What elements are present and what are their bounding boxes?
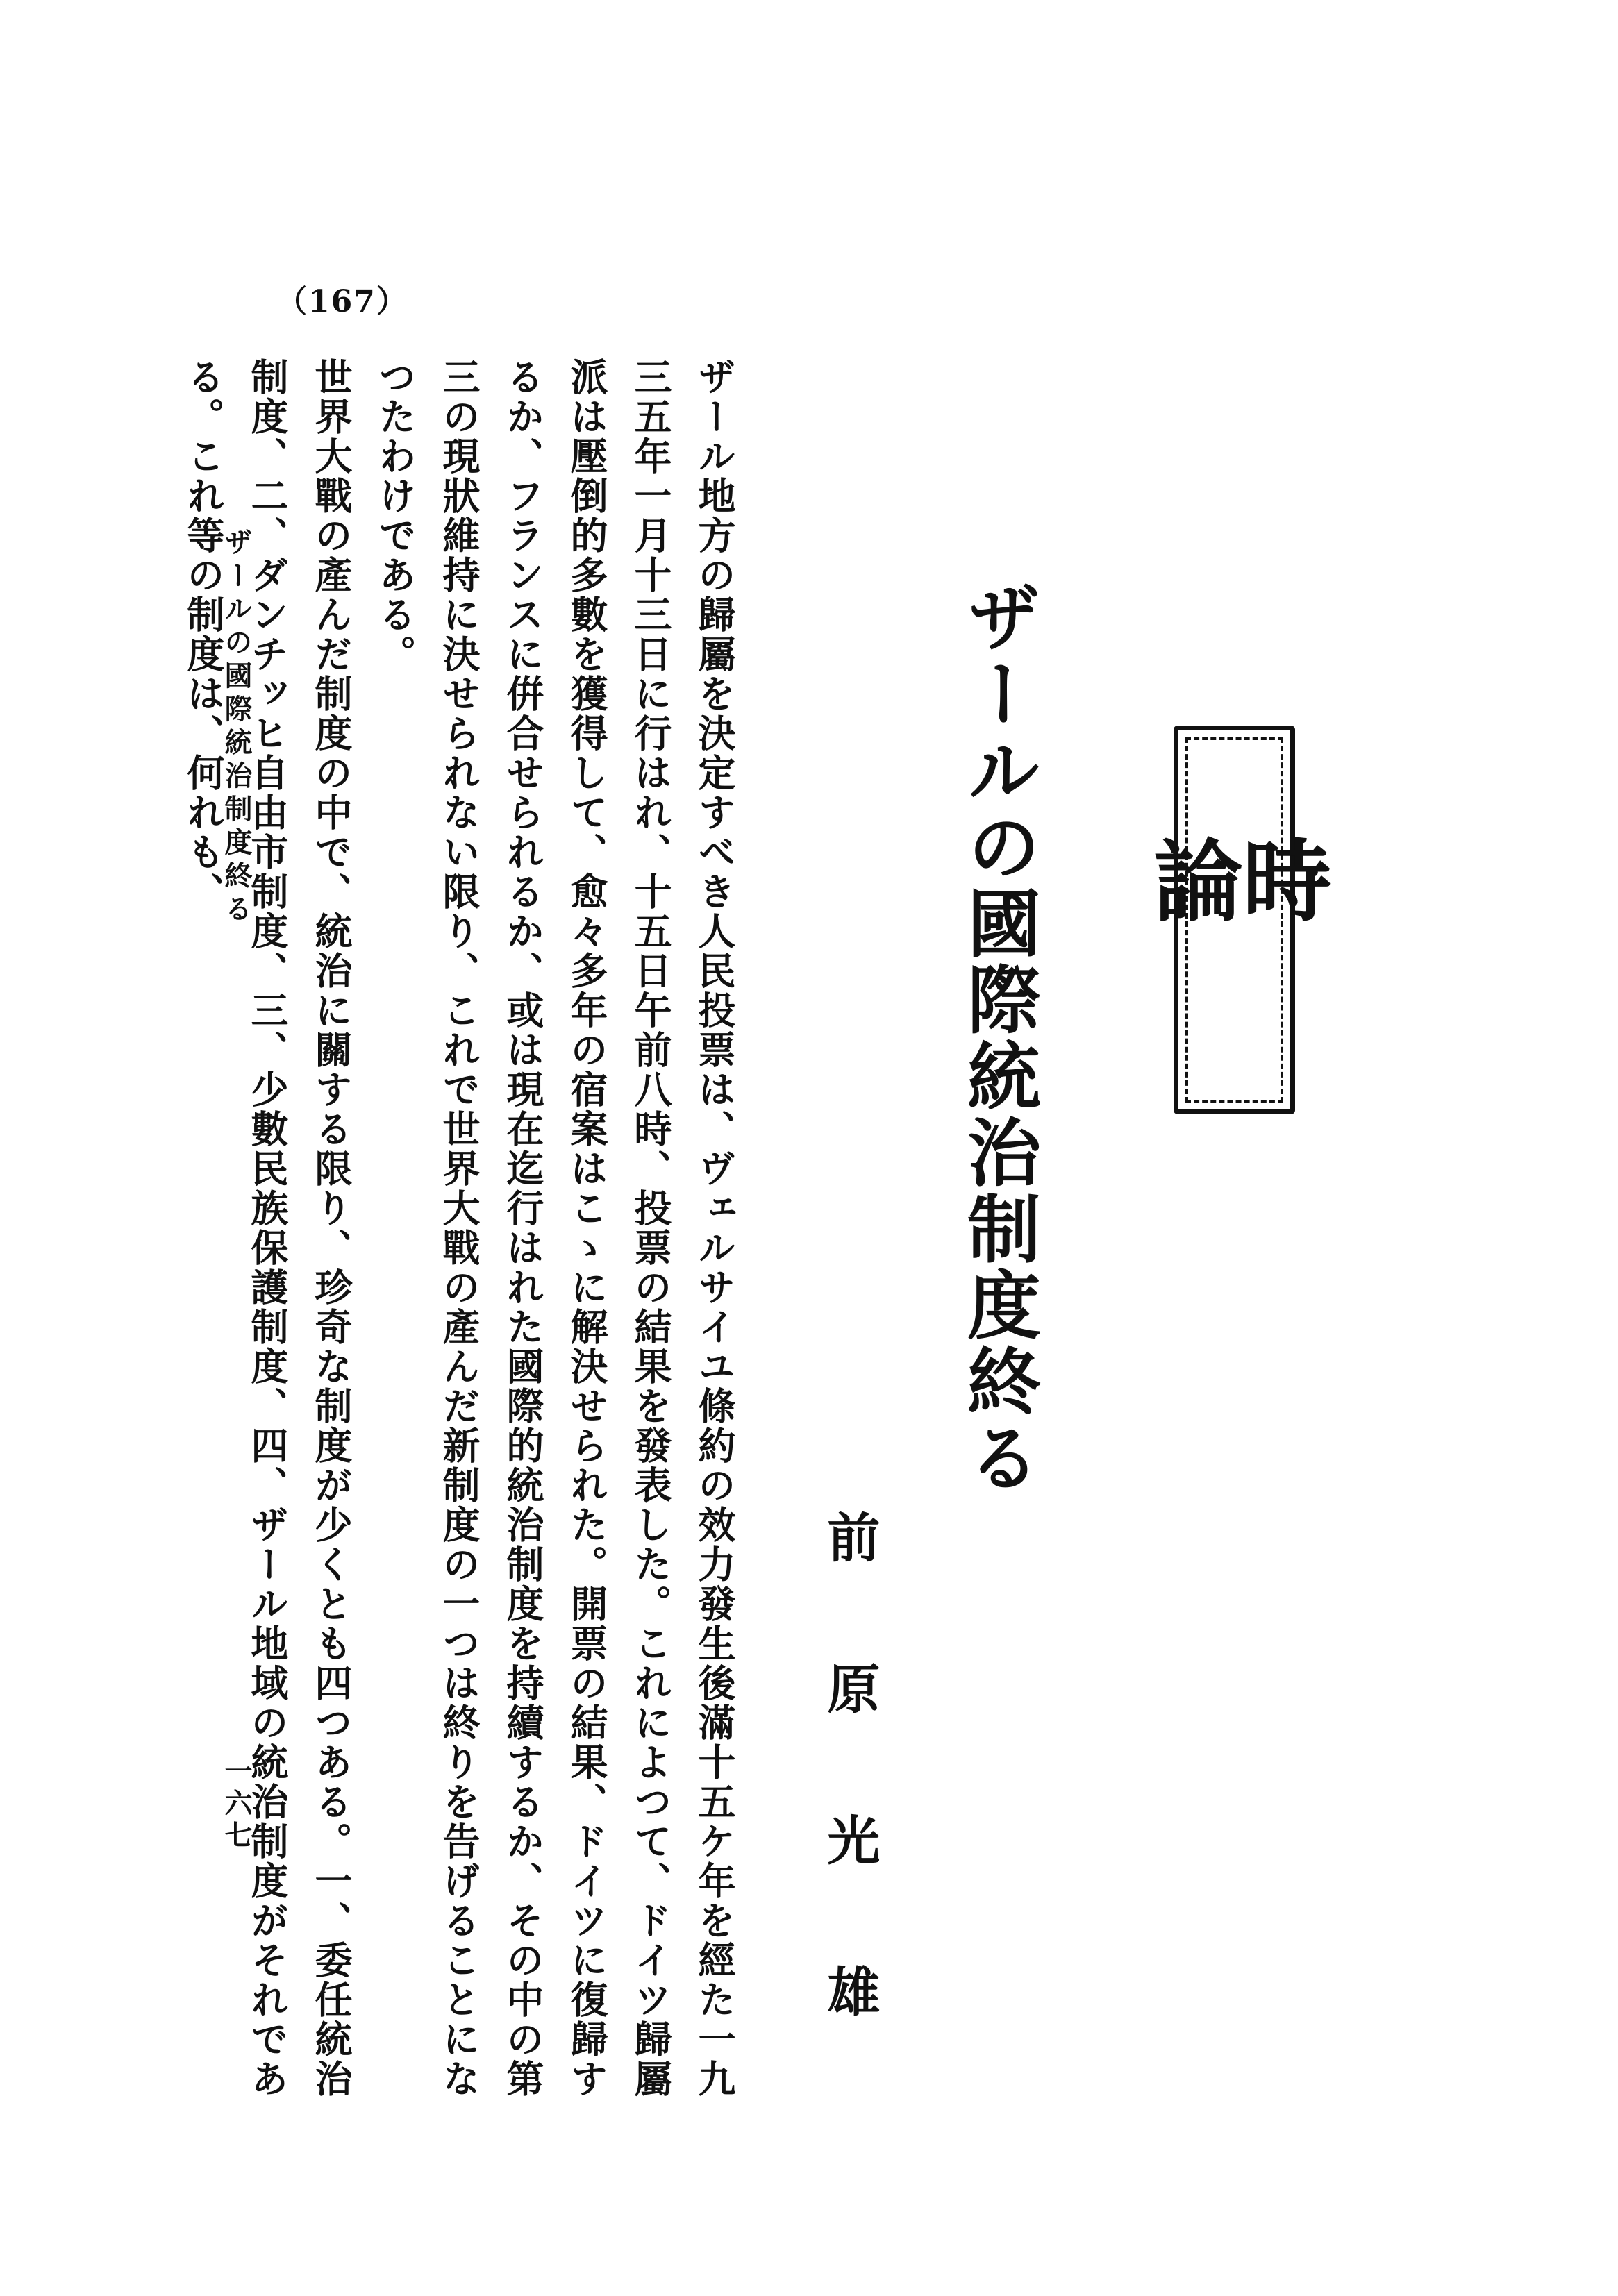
section-label: 時論 xyxy=(1138,835,1331,1028)
author-name: 前原光雄 xyxy=(819,1510,881,2115)
paragraph-1: ザール地方の歸屬を決定すべき人民投票は、ヴェルサイユ條約の效力發生後滿十五ケ年を經た一九三五年一月十三日に行はれ、十五日午前八時、投票の結果を發表した。これによつて、ドイツ歸屬派は壓倒的多數を獲得して、愈々多年の宿案はこゝに解決せられた。開票の結果、ドイツに復歸するか、フランスに倂合せられるか、或は現在迄行はれた國際的統治制度を持續するか、その中の第三の現狀維持に決せられない限り、これで世界大戰の產んだ新制度の一つは終りを告げることになつたわけである。 xyxy=(373,358,737,2099)
running-title: ザールの國際統治制度終る xyxy=(220,528,253,928)
paragraph-2: 世界大戰の產んだ制度の中で、統治に關する限り、珍奇な制度が少くとも四つある。一、委任統治制度、二、ダンチッヒ自由市制度、三、少數民族保護制度、四、ザール地域の統治制度がそれである。これ等の制度は、何れも、 xyxy=(181,358,353,2099)
page-number-top: （167） xyxy=(276,284,408,319)
article-title: ザールの國際統治制度終る xyxy=(956,580,1042,1496)
section-label-box xyxy=(1138,726,1331,1114)
page-number-bottom: 一六七 xyxy=(220,1757,253,1852)
